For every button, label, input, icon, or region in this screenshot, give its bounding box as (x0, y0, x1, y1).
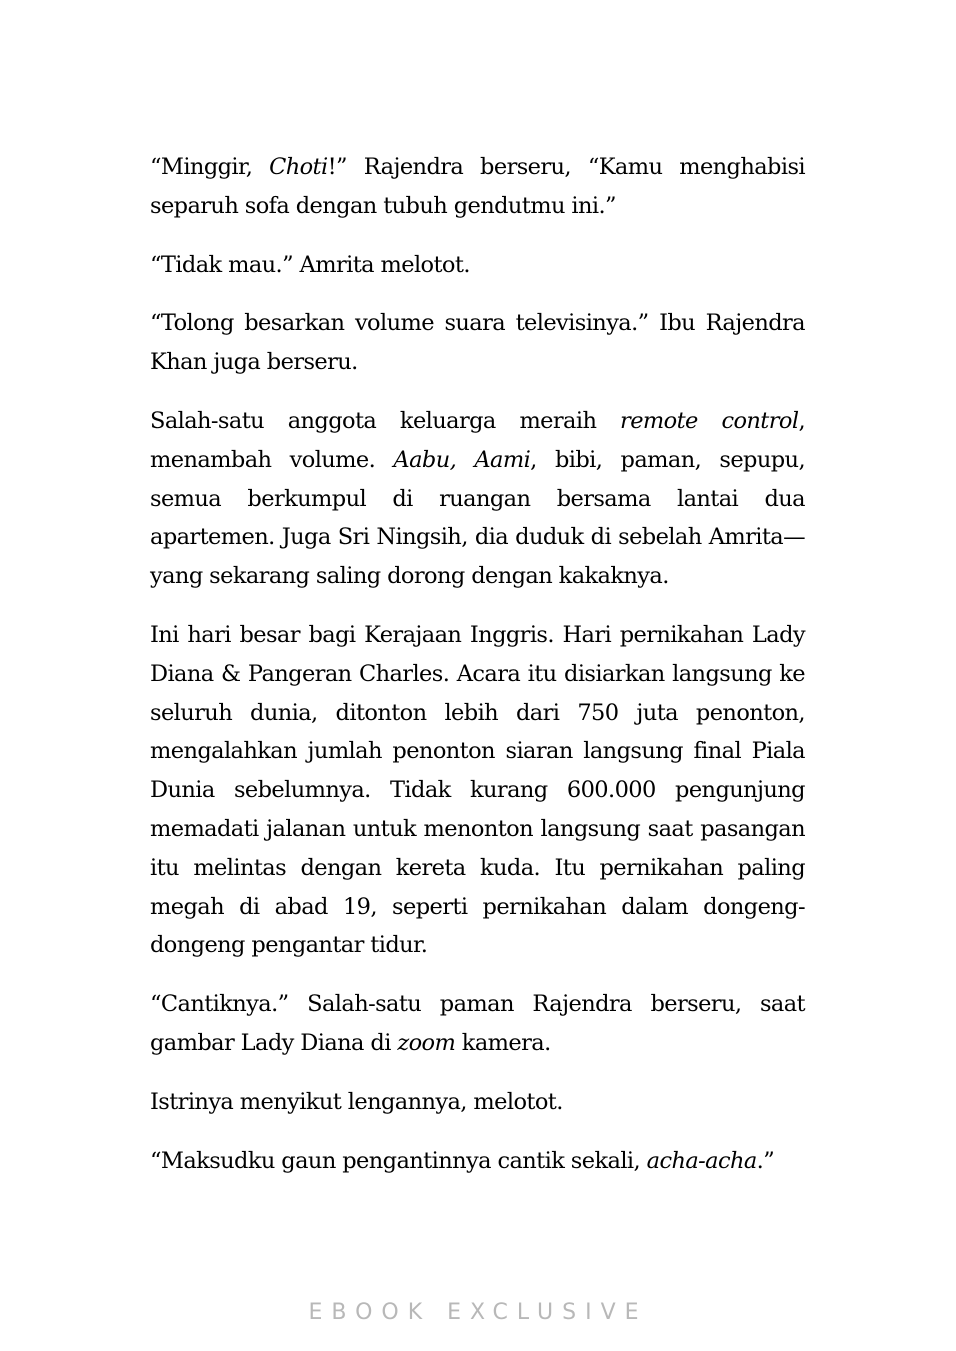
text-segment: “Minggir, (150, 154, 270, 180)
italic-text-segment: acha-acha (646, 1147, 757, 1174)
text-segment: Istrinya menyikut lengannya, melotot. (150, 1088, 563, 1115)
text-segment: , bibi, paman, sepupu, semua berkumpul di ruangan bersama lantai dua apartemen. Juga Sri Ningsih, dia duduk di sebelah Amrita—yang sekarang saling dorong dengan kakaknya. (150, 446, 805, 590)
text-segment: kamera. (455, 1029, 551, 1056)
text-segment: .” (756, 1147, 775, 1174)
paragraph (150, 985, 805, 1063)
text-segment: “Cantiknya.” Salah-satu paman Rajendra berseru, saat gambar Lady Diana di (150, 991, 805, 1056)
paragraph (150, 1142, 805, 1181)
text-segment: , menambah volume. (150, 407, 805, 473)
paragraph (150, 148, 805, 226)
text-segment: “Tidak mau.” Amrita melotot. (150, 251, 470, 278)
text-segment: Ini hari besar bagi Kerajaan Inggris. Hari pernikahan Lady Diana & Pangeran Charles. Acara itu disiarkan langsung ke seluruh dunia, ditonton lebih dari 750 juta penonton, mengalahkan jumlah penonton siaran langsung final Piala Dunia sebelumnya. Tidak kurang 600.000 pengunjung memadati jalanan untuk menonton langsung saat pasangan itu melintas dengan kereta kuda. Itu pernikahan paling megah di abad 19, seperti pernikahan dalam dongeng-dongeng pengantar tidur. (150, 621, 805, 959)
italic-text-segment: Choti (269, 154, 328, 180)
text-segment: “Tolong besarkan volume suara televisinya.” Ibu Rajendra Khan juga berseru. (150, 310, 805, 376)
paragraph (150, 616, 805, 965)
paragraph (150, 246, 805, 285)
italic-text-segment: Aabu, Aami (393, 446, 531, 473)
page-body (150, 148, 805, 1200)
italic-text-segment: zoom (397, 1029, 456, 1056)
paragraph (150, 402, 805, 596)
paragraph (150, 304, 805, 382)
text-segment: Salah-satu anggota keluarga meraih (150, 407, 621, 434)
text-segment: !” Rajendra berseru, “Kamu menghabisi separuh sofa dengan tubuh gendutmu ini.” (150, 154, 805, 219)
italic-text-segment: remote control (620, 407, 799, 434)
footer-watermark: EBOOK EXCLUSIVE (308, 1300, 648, 1325)
paragraph (150, 1083, 805, 1122)
text-segment: “Maksudku gaun pengantinnya cantik sekali, (150, 1147, 647, 1174)
